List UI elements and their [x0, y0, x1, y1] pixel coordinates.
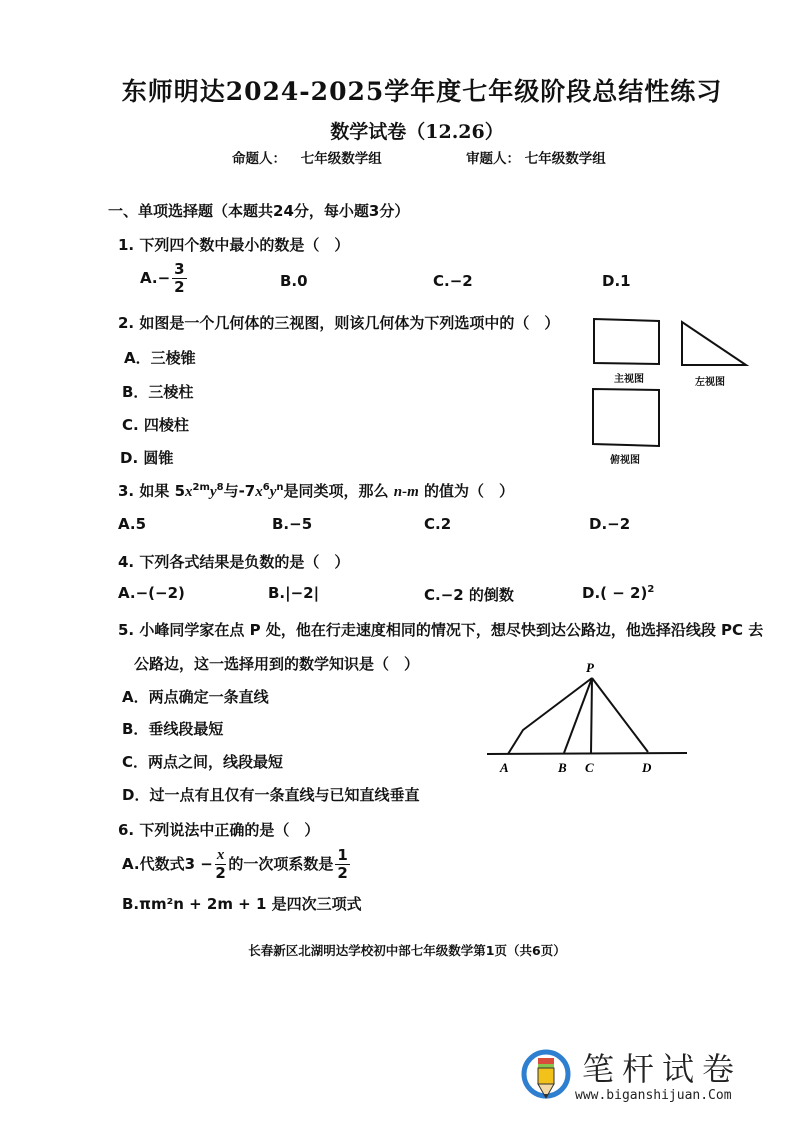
left-view-label: 左视图: [695, 377, 725, 388]
fraction: [215, 848, 227, 881]
question-number: 4.: [118, 553, 135, 571]
exponent: 6: [262, 482, 270, 493]
question-3: [118, 480, 514, 501]
q3-option-a[interactable]: A.5: [118, 515, 147, 533]
q3-option-d[interactable]: D.−2: [589, 515, 631, 533]
q6-option-a[interactable]: [122, 848, 352, 881]
var-x: x: [185, 484, 193, 500]
stem-text: 是同类项，那么: [283, 482, 394, 500]
front-view-rectangle: [594, 319, 659, 364]
q5-option-a[interactable]: A．两点确定一条直线: [122, 688, 269, 706]
exam-subtitle: 数学试卷（12.26）: [330, 121, 504, 143]
pencil-logo-icon: [520, 1046, 572, 1102]
section-heading: 一、单项选择题（本题共24分，每小题3分）: [108, 202, 410, 220]
denominator: 2: [337, 864, 348, 882]
q4-option-a[interactable]: A.−(−2): [118, 584, 185, 602]
road-path-figure: [480, 650, 700, 780]
question-stem: 如图是一个几何体的三视图，则该几何体为下列选项中的（ ）: [139, 314, 560, 332]
q5-option-b[interactable]: B．垂线段最短: [122, 720, 224, 738]
q4-option-b[interactable]: B.|−2|: [268, 584, 320, 602]
var-y: y: [209, 484, 217, 500]
setter-line: [232, 147, 382, 167]
reviewer-value: 七年级数学组: [524, 151, 606, 167]
var-x: x: [255, 484, 263, 500]
watermark-url: www.biganshijuan.Com: [575, 1088, 732, 1103]
point-label-c: C: [585, 760, 594, 775]
q6-option-b[interactable]: B.πm²n + 2m + 1 是四次三项式: [122, 895, 362, 913]
exam-title: 东师明达2024-2025学年度七年级阶段总结性练习: [121, 77, 723, 106]
option-label: A.代数式3 −: [122, 855, 213, 873]
point-label-b: B: [558, 760, 567, 775]
q3-option-c[interactable]: C.2: [424, 515, 452, 533]
question-stem: 下列说法中正确的是（ ）: [139, 821, 320, 839]
q2-option-b[interactable]: B．三棱柱: [122, 383, 194, 401]
watermark-brand: 笔杆试卷: [582, 1050, 743, 1088]
question-stem: 下列各式结果是负数的是（ ）: [139, 553, 350, 571]
page-footer: 长春新区北湖明达学校初中部七年级数学第1页（共6页）: [248, 943, 566, 958]
road-line: [487, 753, 687, 754]
point-label-d: D: [642, 760, 652, 775]
exponent: 2m: [192, 482, 210, 493]
q2-option-c[interactable]: C. 四棱柱: [122, 416, 189, 434]
point-label-p: P: [586, 660, 594, 675]
q1-option-d[interactable]: D.1: [602, 272, 631, 290]
stem-text: 如果 5: [139, 482, 186, 500]
question-6: [118, 819, 319, 840]
question-number: 3.: [118, 482, 135, 500]
q4-option-d[interactable]: [582, 584, 654, 602]
numerator: 1: [337, 846, 348, 864]
numerator: x: [216, 847, 225, 863]
question-1: [118, 234, 349, 255]
expression: n-m: [393, 484, 419, 500]
three-view-figure: [580, 310, 760, 470]
setter-label: 命题人：: [232, 151, 286, 167]
option-label: A.−: [140, 269, 171, 287]
exponent: 8: [216, 482, 224, 493]
question-number: 1.: [118, 236, 135, 254]
reviewer-label: 审题人：: [466, 151, 520, 167]
q1-option-b[interactable]: B.0: [280, 272, 308, 290]
question-number: 5.: [118, 621, 135, 639]
q2-option-d[interactable]: D. 圆锥: [120, 449, 174, 467]
q2-option-a[interactable]: A．三棱锥: [124, 349, 196, 367]
question-stem: 下列四个数中最小的数是（ ）: [139, 236, 350, 254]
stem-text: 的值为（ ）: [418, 482, 514, 500]
path-pc: [591, 678, 592, 754]
q3-option-b[interactable]: B.−5: [272, 515, 313, 533]
exponent: 2: [647, 584, 655, 595]
numerator: 3: [174, 260, 185, 278]
top-view-rectangle: [593, 389, 659, 446]
stem-text: 与-7: [223, 482, 256, 500]
top-view-label: 俯视图: [610, 455, 640, 466]
q5-option-c[interactable]: C．两点之间，线段最短: [122, 753, 284, 771]
exponent: n: [276, 482, 284, 493]
question-number: 6.: [118, 821, 135, 839]
option-label: D.( − 2): [582, 584, 648, 602]
reviewer-line: [466, 147, 606, 167]
path-pd: [592, 678, 648, 752]
q5-option-d[interactable]: D．过一点有且仅有一条直线与已知直线垂直: [122, 786, 420, 804]
question-4: [118, 551, 349, 572]
point-label-a: A: [500, 760, 509, 775]
left-view-triangle: [682, 322, 746, 365]
q1-option-a[interactable]: [140, 262, 189, 295]
question-2: [118, 312, 559, 333]
denominator: 2: [174, 278, 185, 296]
path-pa: [508, 678, 592, 754]
question-number: 2.: [118, 314, 135, 332]
denominator: 2: [215, 864, 226, 882]
question-5-line-1: [118, 619, 763, 640]
option-text: 的一次项系数是: [228, 855, 334, 873]
fraction: [335, 848, 349, 881]
fraction: [172, 262, 186, 295]
q1-option-c[interactable]: C.−2: [433, 272, 473, 290]
question-stem: 小峰同学家在点 P 处，他在行走速度相同的情况下，想尽快到达公路边，他选择沿线段 PC 去: [139, 621, 764, 639]
setter-value: 七年级数学组: [300, 151, 382, 167]
q4-option-c[interactable]: C.−2 的倒数: [424, 586, 514, 604]
var-y: y: [269, 484, 277, 500]
question-5-line-2: 公路边，这一选择用到的数学知识是（ ）: [134, 655, 420, 673]
front-view-label: 主视图: [614, 374, 644, 385]
